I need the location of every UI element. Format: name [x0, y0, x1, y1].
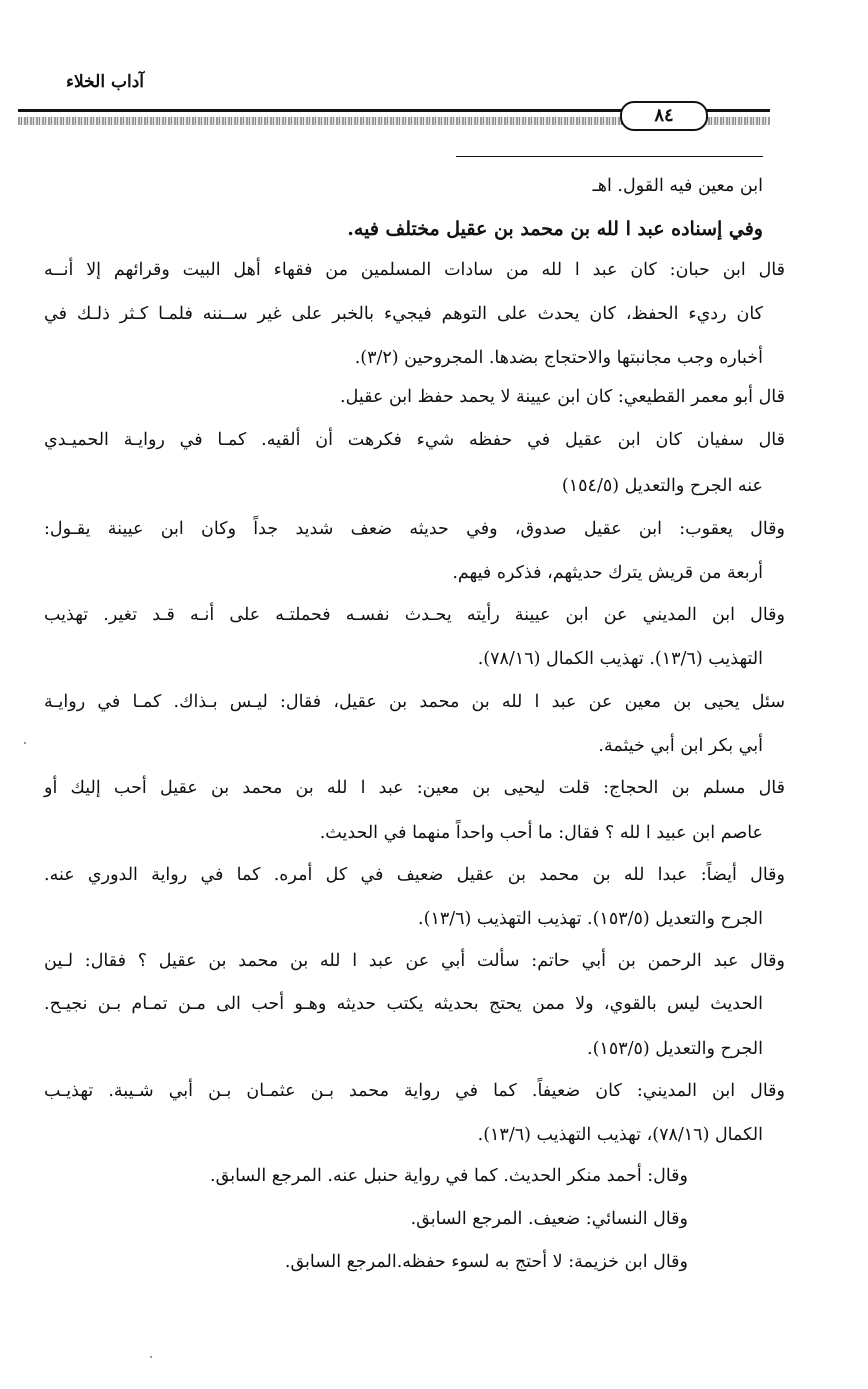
text-line: عنه الجرح والتعديل (١٥٤/٥) — [561, 476, 763, 496]
text-line: الجرح والتعديل (١٥٣/٥). تهذيب التهذيب (١٣/٦). — [418, 909, 763, 929]
text-line: ابن معين فيه القول. اهـ — [592, 176, 763, 196]
text-line: أربعة من قريش يترك حديثهم، فذكره فيهم. — [452, 563, 763, 583]
text-line: عاصم ابن عبيد ا لله ؟ فقال: ما أحب واحداً منهما في الحديث. — [319, 823, 763, 843]
scan-speck — [150, 1356, 152, 1358]
text-line: كان رديء الحفظ، كان يحدث على التوهم فيجيء بالخبر على غير ســننه فلمـا كـثر ذلـك في — [44, 304, 763, 324]
text-line: وقال ابن المديني عن ابن عيينة رأيته يحـدث نفسـه فحملتـه على أنـه قـد تغير. تهذيب — [44, 605, 785, 625]
text-line: وفي إسناده عبد ا لله بن محمد بن عقيل مختلف فيه. — [347, 218, 763, 240]
text-line: قال سفيان كان ابن عقيل في حفظه شيء فكرهت أن ألقيه. كمـا في روايـة الحميـدي — [44, 430, 785, 450]
text-line: وقال النسائي: ضعيف. المرجع السابق. — [410, 1209, 688, 1229]
running-head-title: آداب الخلاء — [66, 72, 144, 92]
text-line: الحديث ليس بالقوي، ولا ممن يحتج بحديثه يكتب حديثه وهـو أحب الى مـن تمـام بـن نجيـح. — [44, 994, 763, 1014]
text-line: وقال يعقوب: ابن عقيل صدوق، وفي حديثه ضعف شديد جداً وكان ابن عيينة يقـول: — [44, 519, 785, 539]
scan-speck — [24, 742, 26, 744]
footnote-separator — [456, 156, 763, 157]
text-line: قال مسلم بن الحجاج: قلت ليحيى بن معين: عبد ا لله بن محمد بن عقيل أحب إليك أو — [44, 778, 785, 798]
text-line: وقال ابن المديني: كان ضعيفاً. كما في رواية محمد بـن عثمـان بـن أبي شـيبة. تهذيـب — [44, 1081, 785, 1101]
text-line: أخباره وجب مجانبتها والاحتجاج بضدها. المجروحين (٣/٢). — [354, 348, 763, 368]
text-line: قال ابن حبان: كان عبد ا لله من سادات المسلمين من فقهاء أهل البيت وقرائهم إلا أنــه — [44, 260, 785, 280]
text-line: وقال عبد الرحمن بن أبي حاتم: سألت أبي عن عبد ا لله بن محمد بن عقيل ؟ فقال: لـين — [44, 951, 785, 971]
text-line: التهذيب (١٣/٦). تهذيب الكمال (٧٨/١٦). — [477, 649, 763, 669]
text-line: قال أبو معمر القطيعي: كان ابن عيينة لا يحمد حفظ ابن عقيل. — [340, 387, 785, 407]
text-line: الجرح والتعديل (١٥٣/٥). — [587, 1039, 763, 1059]
text-line: وقال: أحمد منكر الحديث. كما في رواية حنبل عنه. المرجع السابق. — [210, 1166, 688, 1186]
text-line: الكمال (٧٨/١٦)، تهذيب التهذيب (١٣/٦). — [477, 1125, 763, 1145]
text-line: وقال ابن خزيمة: لا أحتج به لسوء حفظه.المرجع السابق. — [284, 1252, 688, 1272]
page-number: ٨٤ — [620, 101, 708, 131]
text-line: وقال أيضاً: عبدا لله بن محمد بن عقيل ضعيف في كل أمره. كما في رواية الدوري عنه. — [44, 865, 785, 885]
text-line: سئل يحيى بن معين عن عبد ا لله بن محمد بن عقيل، فقال: ليـس بـذاك. كمـا في روايـة — [44, 692, 785, 712]
text-line: أبي بكر ابن أبي خيثمة. — [598, 736, 763, 756]
